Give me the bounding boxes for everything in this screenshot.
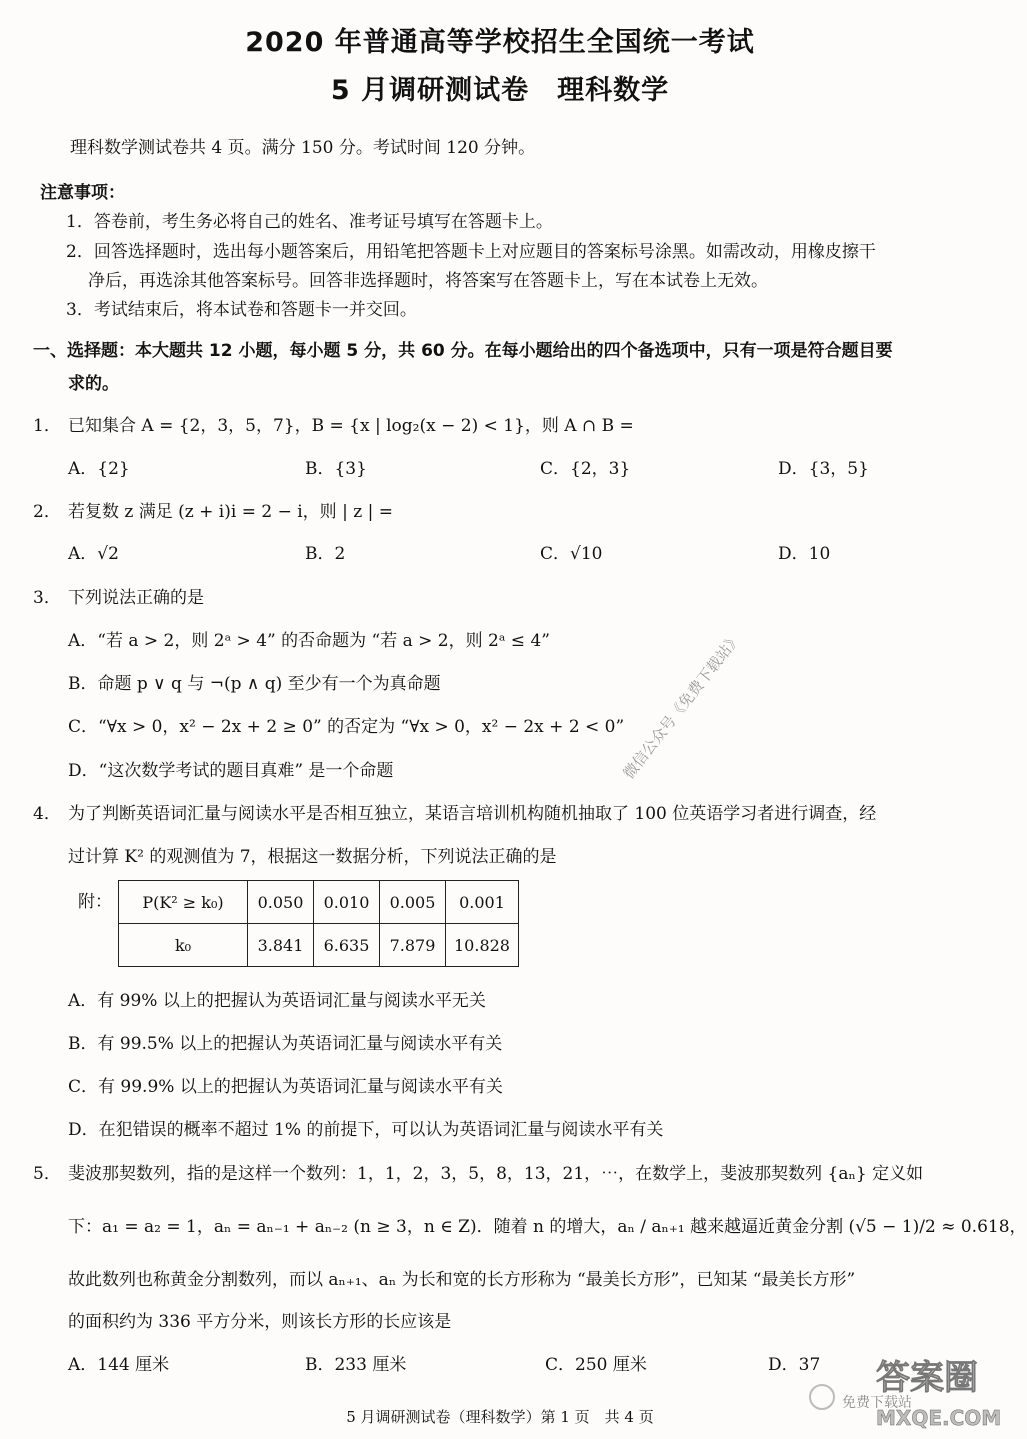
option-a: A．有 99% 以上的把握认为英语词汇量与阅读水平无关 xyxy=(68,991,486,1011)
option-b: B．233 厘米 xyxy=(305,1355,407,1375)
option-a: A．“若 a > 2，则 2ᵃ > 4” 的否命题为 “若 a > 2，则 2ᵃ ≤ 4” xyxy=(68,631,550,651)
option-c: C．{2，3} xyxy=(540,459,631,479)
question-stem: 为了判断英语词汇量与阅读水平是否相互独立，某语言培训机构随机抽取了 100 位英语学习者进行调查，经 xyxy=(68,804,877,824)
logo-graphic xyxy=(798,1345,1002,1433)
question-number: 3． xyxy=(33,588,61,608)
option-d: D．37 xyxy=(768,1355,821,1375)
option-d: D．{3，5} xyxy=(778,459,869,479)
option-a: A．144 厘米 xyxy=(68,1355,170,1375)
notice-item: 2．回答选择题时，选出每小题答案后，用铅笔把答题卡上对应题目的答案标号涂黑。如需改动，用橡皮擦干 xyxy=(66,242,876,262)
watermark-text: 微信公众号《免费下载站》 xyxy=(619,629,745,783)
table-label: 附： xyxy=(78,892,112,912)
option-b: B．有 99.5% 以上的把握认为英语词汇量与阅读水平有关 xyxy=(68,1034,503,1054)
option-b: B．2 xyxy=(305,544,346,564)
question-stem: 若复数 z 满足 (z + i)i = 2 − i，则 | z | = xyxy=(68,502,393,522)
table-cell: 0.001 xyxy=(446,881,519,924)
wechat-icon xyxy=(810,1385,834,1409)
question-number: 5． xyxy=(33,1164,61,1184)
option-c: C．有 99.9% 以上的把握认为英语词汇量与阅读水平有关 xyxy=(68,1077,503,1097)
question-stem: 下列说法正确的是 xyxy=(68,588,204,608)
question-number: 1． xyxy=(33,416,61,436)
option-d: D．在犯错误的概率不超过 1% 的前提下，可以认为英语词汇量与阅读水平有关 xyxy=(68,1120,664,1140)
logo-sub: 免费下载站 xyxy=(842,1395,912,1411)
question-stem-cont: 过计算 K² 的观测值为 7，根据这一数据分析，下列说法正确的是 xyxy=(68,847,557,867)
logo-url: MXQE.COM xyxy=(876,1406,1002,1430)
question-stem: 斐波那契数列，指的是这样一个数列：1，1，2，3，5，8，13，21，⋯，在数学上，斐波那契数列 {aₙ} 定义如 xyxy=(68,1164,924,1184)
notice-heading: 注意事项： xyxy=(40,183,125,203)
table-cell: 0.010 xyxy=(314,881,380,924)
question-stem-cont: 的面积约为 336 平方分米，则该长方形的长应该是 xyxy=(68,1312,452,1332)
notice-item: 1．答卷前，考生务必将自己的姓名、准考证号填写在答题卡上。 xyxy=(66,212,553,232)
site-logo xyxy=(798,1345,1002,1433)
option-c: C．250 厘米 xyxy=(545,1355,647,1375)
notice-item: 3．考试结束后，将本试卷和答题卡一并交回。 xyxy=(66,300,417,320)
exam-subtitle: 5 月调研测试卷 理科数学 xyxy=(330,75,670,106)
question-stem: 已知集合 A = {2，3，5，7}，B = {x | log₂(x − 2) < 1}，则 A ∩ B = xyxy=(68,416,634,436)
option-d: D．“这次数学考试的题目真难” 是一个命题 xyxy=(68,761,394,781)
page-footer: 5 月调研测试卷（理科数学）第 1 页 共 4 页 xyxy=(346,1408,654,1426)
table-header-cell: k₀ xyxy=(119,924,248,967)
table-cell: 10.828 xyxy=(446,924,519,967)
option-a: A．{2} xyxy=(68,459,130,479)
question-stem-cont: 故此数列也称黄金分割数列，而以 aₙ₊₁、aₙ 为长和宽的长方形称为 “最美长方形”，已知某 “最美长方形” xyxy=(68,1270,856,1290)
critical-value-table xyxy=(118,880,519,967)
table-cell: 0.050 xyxy=(248,881,314,924)
section-heading-cont: 求的。 xyxy=(68,374,119,394)
table-cell: 3.841 xyxy=(248,924,314,967)
option-c: C．√10 xyxy=(540,544,603,564)
table-cell: 7.879 xyxy=(380,924,446,967)
table-cell: 6.635 xyxy=(314,924,380,967)
question-number: 2． xyxy=(33,502,61,522)
notice-item: 净后，再选涂其他答案标号。回答非选择题时，将答案写在答题卡上，写在本试卷上无效。 xyxy=(88,271,768,291)
option-a: A．√2 xyxy=(68,544,119,564)
option-d: D．10 xyxy=(778,544,831,564)
question-stem-cont: 下：a₁ = a₂ = 1，aₙ = aₙ₋₁ + aₙ₋₂ (n ≥ 3，n ∈ Z)．随着 n 的增大，aₙ / aₙ₊₁ 越来越逼近黄金分割 (√5 − 1)/2 ≈ 0.618， xyxy=(68,1217,1027,1237)
question-number: 4． xyxy=(33,804,61,824)
exam-intro: 理科数学测试卷共 4 页。满分 150 分。考试时间 120 分钟。 xyxy=(70,138,536,158)
option-b: B．命题 p ∨ q 与 ¬(p ∧ q) 至少有一个为真命题 xyxy=(68,674,441,694)
option-c: C．“∀x > 0，x² − 2x + 2 ≥ 0” 的否定为 “∀x > 0，x² − 2x + 2 < 0” xyxy=(68,717,625,737)
table-header-cell: P(K² ≥ k₀) xyxy=(119,881,248,924)
option-b: B．{3} xyxy=(305,459,367,479)
logo-chars: 答案圈 xyxy=(876,1358,978,1398)
exam-title: 2020 年普通高等学校招生全国统一考试 xyxy=(245,27,755,58)
section-heading: 一、选择题：本大题共 12 小题，每小题 5 分，共 60 分。在每小题给出的四个备选项中，只有一项是符合题目要 xyxy=(33,341,893,361)
table-cell: 0.005 xyxy=(380,881,446,924)
